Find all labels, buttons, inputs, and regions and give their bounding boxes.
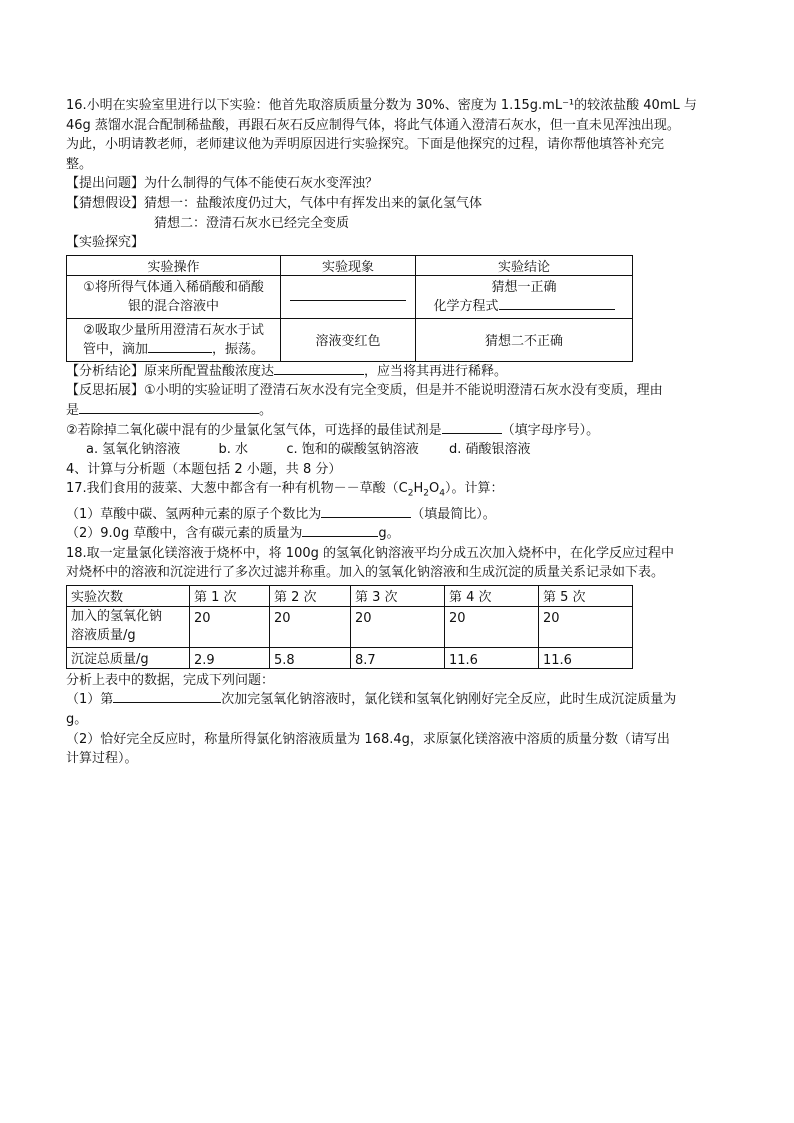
data-table xyxy=(66,585,633,669)
concentration-blank[interactable] xyxy=(274,362,364,375)
data-header-3: 第 3 次 xyxy=(351,585,445,606)
trial-number-blank[interactable] xyxy=(113,690,221,703)
table-cell-phenomenon-2: 溶液变红色 xyxy=(281,318,416,361)
reason-blank[interactable] xyxy=(79,401,259,414)
q17-h: H xyxy=(413,481,424,497)
q16-text-line3: 为此，小明请教老师，老师建议他为弄明原因进行实验探究。下面是他探究的过程，请你帮他填答补充完 xyxy=(66,137,665,153)
table-cell-operation-2 xyxy=(67,318,281,361)
q16-question: 【提出问题】为什么制得的气体不能使石灰水变浑浊？ xyxy=(66,176,379,192)
table-header-operation: 实验操作 xyxy=(67,255,281,275)
operation-2-text-a: 管中，滴加 xyxy=(82,341,148,357)
table-cell-phenomenon-1 xyxy=(281,275,416,318)
naoh-label-line1: 加入的氢氧化钠 xyxy=(71,608,163,624)
section-4-heading: 4、计算与分析题（本题包括 2 小题，共 8 分） xyxy=(66,461,342,477)
q17-part-1 xyxy=(66,505,730,525)
table-cell-conclusion-2: 猜想二不正确 xyxy=(416,318,633,361)
q17-sub-c: 2 xyxy=(407,488,414,499)
q16-analysis xyxy=(66,362,730,382)
equation-line xyxy=(416,297,632,316)
operation-2-line1: ②吸取少量所用澄清石灰水于试 xyxy=(83,322,264,338)
q16-text-line2: 46g 蒸馏水混合配制稀盐酸，再跟石灰石反应制得气体，将此气体通入澄清石灰水，但一直未见浑浊出现。 xyxy=(66,117,680,133)
table-cell-operation-1: ①将所得气体通入稀硝酸和硝酸银的混合溶液中 xyxy=(67,275,281,318)
worksheet-page xyxy=(66,96,730,769)
q18-part-1 xyxy=(66,690,730,710)
q17-part-2 xyxy=(66,524,730,544)
q18-part-1-unit: g。 xyxy=(66,712,88,728)
data-cell-precipitate-2: 5.8 xyxy=(270,647,351,668)
data-header-4: 第 4 次 xyxy=(445,585,539,606)
q18-part-2: （2）恰好完全反应时，称量所得氯化钠溶液质量为 168.4g，求原氯化镁溶液中溶质的质量分数（请写出 xyxy=(66,731,670,747)
data-cell-precipitate-3: 8.7 xyxy=(351,647,445,668)
q16-text-line4: 整。 xyxy=(66,156,93,172)
data-cell-naoh-4: 20 xyxy=(445,606,539,647)
data-cell-precipitate-4: 11.6 xyxy=(445,647,539,668)
q18-part-2-cont: 计算过程）。 xyxy=(66,751,138,767)
q18-analyze: 分析上表中的数据，完成下列问题： xyxy=(66,672,275,688)
reflect-3-text-b: （填字母序号）。 xyxy=(501,422,600,438)
experiment-table xyxy=(66,255,633,362)
q18-part-1-a: （1）第 xyxy=(66,692,114,708)
table-header-conclusion: 实验结论 xyxy=(416,255,633,275)
data-header-2: 第 2 次 xyxy=(270,585,351,606)
q17-part-2-a: （2）9.0g 草酸中，含有碳元素的质量为 xyxy=(66,526,303,542)
q16-reflect-1: 【反思拓展】①小明的实验证明了澄清石灰水没有完全变质，但是并不能说明澄清石灰水没有变质，理由 xyxy=(66,383,663,399)
q18-text-line1: 18.取一定量氯化镁溶液于烧杯中，将 100g 的氢氧化钠溶液平均分成五次加入烧杯中，在化学反应过程中 xyxy=(66,545,675,561)
q16-options xyxy=(66,440,730,460)
table-cell-conclusion-1 xyxy=(416,275,633,318)
data-cell-naoh-5: 20 xyxy=(539,606,633,647)
reagent-choice-blank[interactable] xyxy=(442,421,502,434)
option-d: d. 硝酸银溶液 xyxy=(449,442,531,458)
q16-reflect-2 xyxy=(66,401,730,421)
analysis-text-a: 【分析结论】原来所配置盐酸浓度达 xyxy=(66,363,275,379)
phenomenon-blank[interactable] xyxy=(290,288,406,301)
data-cell-naoh-2: 20 xyxy=(270,606,351,647)
data-row-label-naoh xyxy=(67,606,190,647)
atom-ratio-blank[interactable] xyxy=(321,505,411,518)
reagent-blank[interactable] xyxy=(148,340,212,353)
reflect-2-text-b: 。 xyxy=(259,402,273,418)
reflect-2-text-a: 是 xyxy=(66,402,80,418)
data-row-label-precipitate: 沉淀总质量/g xyxy=(67,647,190,668)
operation-2-line2 xyxy=(67,340,280,359)
data-cell-precipitate-5: 11.6 xyxy=(539,647,633,668)
data-header-trials: 实验次数 xyxy=(67,585,190,606)
carbon-mass-blank[interactable] xyxy=(302,524,378,537)
q17-sub-o: 4 xyxy=(439,488,445,499)
q17-o: O xyxy=(429,481,440,497)
q16-hypothesis-2: 猜想二：澄清石灰水已经完全变质 xyxy=(154,215,350,231)
equation-blank[interactable] xyxy=(499,297,615,310)
q17-intro xyxy=(66,479,730,504)
option-c: c. 饱和的碳酸氢钠溶液 xyxy=(286,442,419,458)
data-header-5: 第 5 次 xyxy=(539,585,633,606)
q18-text-line2: 对烧杯中的溶液和沉淀进行了多次过滤并称重。加入的氢氧化钠溶液和生成沉淀的质量关系记录如下表。 xyxy=(66,565,665,581)
conclusion-1-text: 猜想一正确 xyxy=(491,279,557,295)
q17-sub-h: 2 xyxy=(423,488,430,499)
operation-2-text-b: ，振荡。 xyxy=(212,341,265,357)
option-a: a. 氢氧化钠溶液 xyxy=(86,442,181,458)
naoh-label-line2: 溶液质量/g xyxy=(71,627,136,643)
q18-part-1-b: 次加完氢氧化钠溶液时，氯化镁和氢氧化钠刚好完全反应，此时生成沉淀质量为 xyxy=(221,692,677,708)
data-cell-precipitate-1: 2.9 xyxy=(190,647,270,668)
option-b: b. 水 xyxy=(218,442,249,458)
q17-part-2-b: g。 xyxy=(378,526,400,542)
analysis-text-b: ，应当将其再进行稀释。 xyxy=(364,363,508,379)
data-header-1: 第 1 次 xyxy=(190,585,270,606)
q17-part-1-b: （填最简比）。 xyxy=(411,506,496,522)
q16-explore-heading: 【实验探究】 xyxy=(66,235,145,251)
q17-intro-a: 17.我们食用的菠菜、大葱中都含有一种有机物－－草酸（C xyxy=(66,481,408,497)
equation-label: 化学方程式 xyxy=(433,298,499,314)
table-header-phenomenon: 实验现象 xyxy=(281,255,416,275)
reflect-3-text-a: ②若除掉二氧化碳中混有的少量氯化氢气体，可选择的最佳试剂是 xyxy=(66,422,442,438)
q16-reflect-3 xyxy=(66,421,730,441)
q17-part-1-a: （1）草酸中碳、氢两种元素的原子个数比为 xyxy=(66,506,322,522)
q16-hypothesis-1: 【猜想假设】猜想一：盐酸浓度仍过大，气体中有挥发出来的氯化氢气体 xyxy=(66,195,483,211)
q17-intro-b: ）。计算： xyxy=(444,481,504,497)
data-cell-naoh-3: 20 xyxy=(351,606,445,647)
data-cell-naoh-1: 20 xyxy=(190,606,270,647)
q16-text-line1: 16.小明在实验室里进行以下实验：他首先取溶质质量分数为 30%、密度为 1.15g.mL⁻¹的较浓盐酸 40mL 与 xyxy=(66,98,697,113)
